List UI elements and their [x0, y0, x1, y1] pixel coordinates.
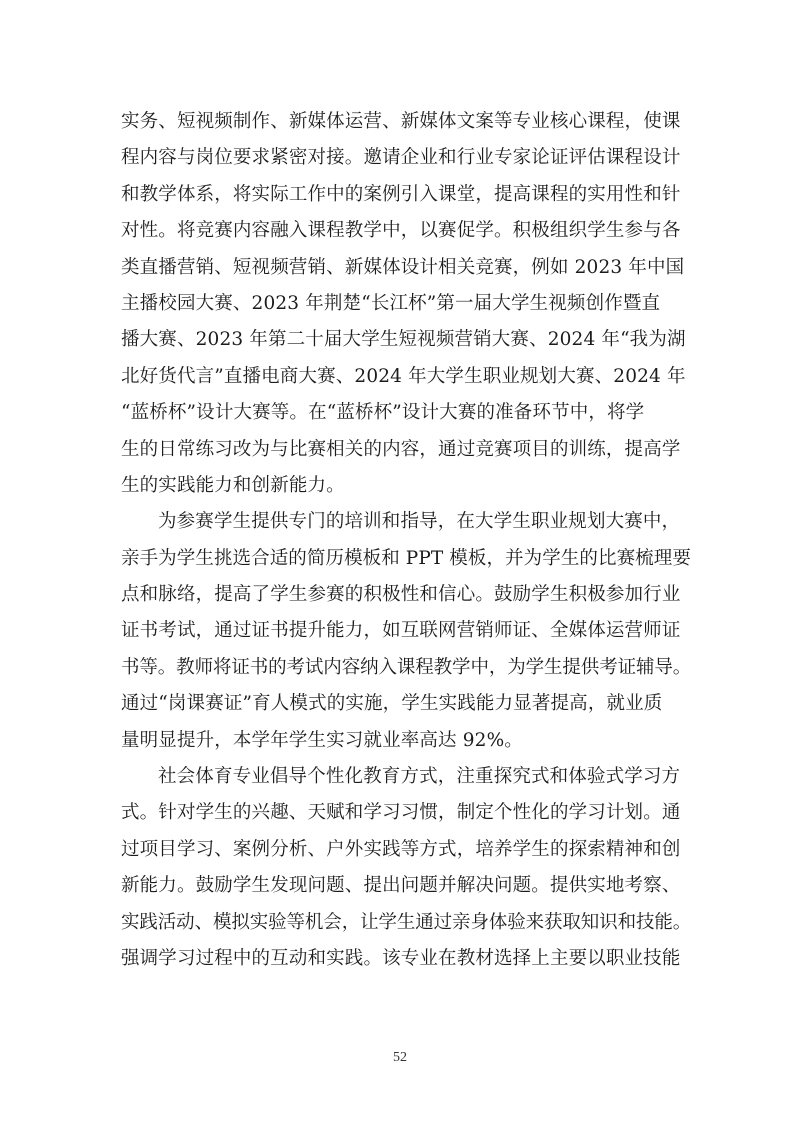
text-line: 证书考试，通过证书提升能力，如互联网营销师证、全媒体运营师证: [121, 620, 681, 642]
text-line: 类直播营销、短视频营销、新媒体设计相关竞赛，例如 2023 年中国: [121, 256, 685, 278]
text-line: 点和脉络，提高了学生参赛的积极性和信心。鼓励学生积极参加行业: [121, 584, 681, 606]
text-line: 通过“岗课赛证”育人模式的实施，学生实践能力显著提高，就业质: [121, 693, 663, 715]
body-text: [121, 104, 691, 977]
text-line: 程内容与岗位要求紧密对接。邀请企业和行业专家论证评估课程设计: [121, 147, 681, 169]
text-line: 亲手为学生挑选合适的简历模板和 PPT 模板，并为学生的比赛梳理要: [121, 547, 691, 569]
text-line: 新能力。鼓励学生发现问题、提出问题并解决问题。提供实地考察、: [121, 875, 681, 897]
text-line: 生的实践能力和创新能力。: [121, 474, 345, 496]
text-line: 书等。教师将证书的考试内容纳入课程教学中，为学生提供考证辅导。: [121, 656, 692, 678]
text-line: 生的日常练习改为与比赛相关的内容，通过竞赛项目的训练，提高学: [121, 438, 681, 460]
text-line: 北好货代言”直播电商大赛、2024 年大学生职业规划大赛、2024 年: [121, 365, 686, 387]
text-line: 主播校园大赛、2023 年荆楚“长江杯”第一届大学生视频创作暨直: [121, 292, 661, 314]
text-line: “蓝桥杯”设计大赛等。在“蓝桥杯”设计大赛的准备环节中，将学: [121, 402, 645, 424]
text-line: 实务、短视频制作、新媒体运营、新媒体文案等专业核心课程，使课: [121, 111, 681, 132]
paragraph-first-line: 社会体育专业倡导个性化教育方式，注重探究式和体验式学习方: [158, 766, 681, 788]
text-line: 播大赛、2023 年第二十届大学生短视频营销大赛、2024 年“我为湖: [121, 329, 686, 351]
text-line: 量明显提升，本学年学生实习就业率高达 92%。: [121, 729, 523, 751]
text-line: 和教学体系，将实际工作中的案例引入课堂，提高课程的实用性和针: [121, 183, 681, 205]
page-number: 52: [393, 1050, 407, 1065]
text-line: 式。针对学生的兴趣、天赋和学习习惯，制定个性化的学习计划。通: [121, 802, 681, 824]
text-line: 过项目学习、案例分析、户外实践等方式，培养学生的探索精神和创: [121, 838, 681, 860]
paragraph-first-line: 为参赛学生提供专门的培训和指导，在大学生职业规划大赛中，: [158, 511, 681, 533]
text-line: 强调学习过程中的互动和实践。该专业在教材选择上主要以职业技能: [121, 947, 681, 969]
text-line: 实践活动、模拟实验等机会，让学生通过亲身体验来获取知识和技能。: [121, 911, 692, 933]
text-line: 对性。将竞赛内容融入课程教学中，以赛促学。积极组织学生参与各: [121, 220, 681, 242]
